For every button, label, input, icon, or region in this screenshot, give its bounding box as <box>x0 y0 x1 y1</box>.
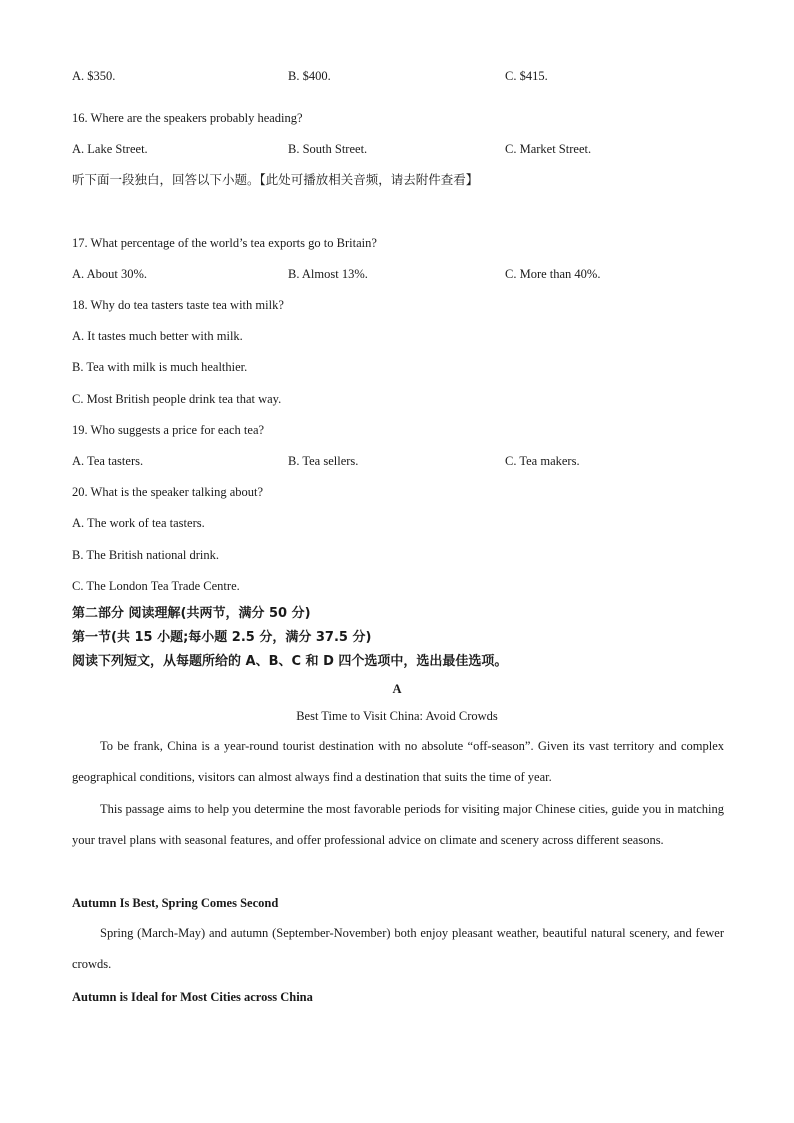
listening-instruction: 听下面一段独白，回答以下小题。【此处可播放相关音频，请去附件查看】 <box>72 172 479 187</box>
q16-option-c: C. Market Street. <box>505 142 592 156</box>
passage-title: Best Time to Visit China: Avoid Crowds <box>296 709 498 723</box>
q15-option-b: B. $400. <box>288 69 331 83</box>
q19-question: 19. Who suggests a price for each tea? <box>72 423 265 437</box>
q16-question: 16. Where are the speakers probably heading? <box>72 111 303 125</box>
subheading-autumn-best: Autumn Is Best, Spring Comes Second <box>72 896 279 910</box>
q16-option-b: B. South Street. <box>288 142 368 156</box>
paragraph-3-text: Spring (March-May) and autumn (September-November) both enjoy pleasant weather, beautiful natural scenery, and fewer crowds. <box>72 926 724 972</box>
q19-option-b: B. Tea sellers. <box>288 454 359 468</box>
passage-letter: A <box>392 682 402 696</box>
q15-option-c: C. $415. <box>505 69 548 83</box>
subheading-autumn-ideal: Autumn is Ideal for Most Cities across China <box>72 990 313 1004</box>
q17-option-b: B. Almost 13%. <box>288 267 368 281</box>
q20-question: 20. What is the speaker talking about? <box>72 485 264 499</box>
q18-option-b: B. Tea with milk is much healthier. <box>72 360 248 374</box>
q18-option-c: C. Most British people drink tea that way. <box>72 392 282 406</box>
q17-question: 17. What percentage of the world’s tea exports go to Britain? <box>72 236 377 250</box>
q20-option-a: A. The work of tea tasters. <box>72 516 205 530</box>
part2-heading: 第二部分 阅读理解(共两节，满分 50 分) <box>72 606 311 621</box>
paragraph-2 <box>72 794 724 857</box>
section1-heading: 第一节(共 15 小题;每小题 2.5 分，满分 37.5 分) <box>72 630 372 645</box>
paragraph-3 <box>72 918 724 981</box>
q18-question: 18. Why do tea tasters taste tea with milk? <box>72 298 284 312</box>
q15-option-a: A. $350. <box>72 69 116 83</box>
q17-option-a: A. About 30%. <box>72 267 147 281</box>
paragraph-1-text: To be frank, China is a year-round tourist destination with no absolute “off-season”. Given its vast territory and complex geographical conditions, visitors can almost always find a destination that suits the time of year. <box>72 739 724 785</box>
q19-option-a: A. Tea tasters. <box>72 454 144 468</box>
reading-instruction: 阅读下列短文，从每题所给的 A、B、C 和 D 四个选项中，选出最佳选项。 <box>72 654 508 669</box>
q19-option-c: C. Tea makers. <box>505 454 580 468</box>
q18-option-a: A. It tastes much better with milk. <box>72 329 243 343</box>
paragraph-2-text: This passage aims to help you determine the most favorable periods for visiting major Chinese cities, guide you in matching your travel plans with seasonal features, and offer professional advice on climate and scenery across different seasons. <box>72 802 724 848</box>
paragraph-1 <box>72 731 724 794</box>
q20-option-b: B. The British national drink. <box>72 548 219 562</box>
q16-option-a: A. Lake Street. <box>72 142 148 156</box>
q17-option-c: C. More than 40%. <box>505 267 601 281</box>
q20-option-c: C. The London Tea Trade Centre. <box>72 579 240 593</box>
